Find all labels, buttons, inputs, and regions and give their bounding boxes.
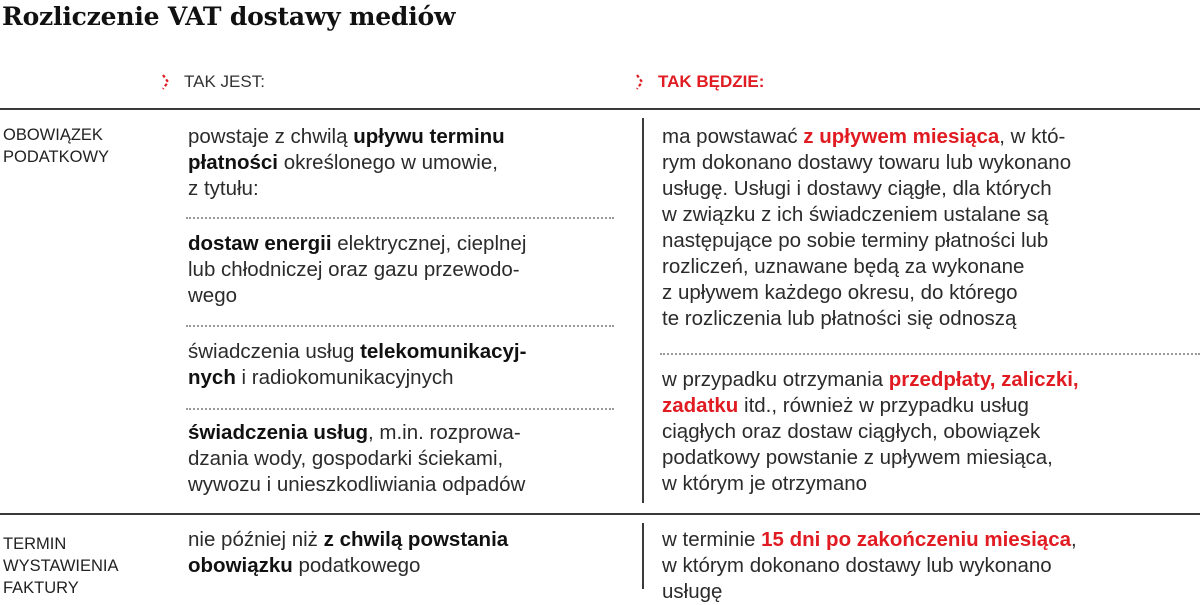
text-line: [662, 306, 1071, 332]
dotted-separator: [186, 217, 614, 219]
text-segment: określonego w umowie,: [278, 151, 498, 174]
column-header-current: [160, 72, 265, 92]
cell-future: [662, 367, 1079, 497]
text-segment: ma powstawać: [662, 125, 804, 148]
text-segment: w którym je otrzymano: [662, 472, 868, 495]
text-line: [662, 176, 1071, 202]
column-header-future: [634, 72, 764, 92]
highlight-text: z upływem miesiąca: [803, 125, 1000, 148]
column-divider: [642, 118, 644, 503]
text-line: [662, 419, 1079, 445]
text-line: [662, 445, 1079, 471]
text-segment: powstaje z chwilą: [188, 125, 354, 148]
text-line: [188, 176, 505, 202]
bold-text: płatności: [188, 151, 278, 174]
highlight-text: przedpłaty, zaliczki,: [888, 368, 1079, 391]
bold-text: upływu terminu: [353, 125, 505, 148]
text-line: [188, 365, 526, 391]
text-line: [662, 553, 1077, 579]
cell-future: [662, 124, 1071, 332]
text-segment: te rozliczenia lub płatności się odnoszą: [662, 307, 1017, 330]
row-divider: [0, 513, 1200, 515]
highlight-text: 15 dni po zakończeniu miesiąca: [761, 528, 1071, 551]
text-line: [662, 579, 1077, 605]
column-header-future-label: TAK BĘDZIE:: [658, 72, 765, 91]
text-segment: podatkowy powstanie z upływem miesiąca,: [662, 446, 1053, 469]
text-line: [662, 150, 1071, 176]
text-line: [662, 228, 1071, 254]
text-segment: dzania wody, gospodarki ściekami,: [188, 447, 504, 470]
text-line: [188, 553, 508, 579]
text-line: [662, 280, 1071, 306]
text-line: [188, 257, 526, 283]
highlight-text: zadatku: [662, 394, 739, 417]
table-top-rule: [0, 108, 1200, 110]
text-line: [188, 527, 508, 553]
text-segment: w którym dokonano dostawy lub wykonano: [662, 554, 1052, 577]
bold-text: dostaw energii: [188, 232, 332, 255]
text-segment: usługę: [662, 580, 723, 603]
cell-current: [188, 124, 505, 202]
cell-current: [188, 339, 526, 391]
arrow-icon: [160, 73, 176, 91]
text-segment: świadczenia usług: [188, 340, 361, 363]
cell-current: [188, 527, 508, 579]
text-line: [188, 446, 525, 472]
bold-text: obowiązku: [188, 554, 293, 577]
row-label-line: PODATKOWY: [3, 148, 110, 166]
cell-current: [188, 420, 525, 498]
row-label-line: TERMIN: [3, 535, 67, 553]
row-label-line: OBOWIĄZEK: [3, 126, 103, 144]
dotted-separator: [660, 353, 1200, 355]
bold-text: nych: [188, 366, 236, 389]
row-label-obowiazek: [3, 124, 163, 168]
page-title: Rozliczenie VAT dostawy mediów: [2, 2, 456, 31]
column-divider: [642, 523, 644, 589]
text-segment: w związku z ich świadczeniem ustalane są: [662, 203, 1049, 226]
text-segment: podatkowego: [292, 554, 421, 577]
text-segment: z tytułu:: [188, 177, 259, 200]
text-line: [662, 254, 1071, 280]
text-segment: z upływem każdego okresu, do którego: [662, 281, 1018, 304]
bold-text: z chwilą powstania: [323, 528, 509, 551]
bold-text: świadczenia usług: [188, 421, 368, 444]
text-segment: w przypadku otrzymania: [662, 368, 889, 391]
text-segment: , w któ-: [999, 125, 1066, 148]
row-label-line: FAKTURY: [3, 579, 79, 597]
text-line: [662, 202, 1071, 228]
text-segment: , m.in. rozprowa-: [368, 421, 521, 444]
text-line: [188, 339, 526, 365]
text-line: [188, 420, 525, 446]
text-segment: lub chłodniczej oraz gazu przewodo-: [188, 258, 520, 281]
text-segment: itd., również w przypadku usług: [738, 394, 1029, 417]
bold-text: telekomunikacyj-: [360, 340, 527, 363]
text-line: [662, 367, 1079, 393]
text-segment: usługę. Usługi i dostawy ciągłe, dla których: [662, 177, 1052, 200]
column-header-current-label: TAK JEST:: [184, 72, 265, 91]
text-line: [662, 527, 1077, 553]
row-label-line: WYSTAWIENIA: [3, 557, 119, 575]
text-segment: w terminie: [662, 528, 762, 551]
text-segment: ciągłych oraz dostaw ciągłych, obowiązek: [662, 420, 1041, 443]
text-segment: i radiokomunikacyjnych: [235, 366, 454, 389]
cell-future: [662, 527, 1077, 605]
dotted-separator: [186, 325, 614, 327]
text-segment: wego: [188, 284, 238, 307]
text-line: [662, 124, 1071, 150]
text-line: [188, 472, 525, 498]
text-line: [662, 471, 1079, 497]
text-segment: rozliczeń, uznawane będą za wykonane: [662, 255, 1025, 278]
text-line: [662, 393, 1079, 419]
row-label-termin: [3, 533, 163, 599]
text-segment: ,: [1071, 528, 1077, 551]
text-segment: wywozu i unieszkodliwiania odpadów: [188, 473, 526, 496]
text-segment: następujące po sobie terminy płatności lub: [662, 229, 1049, 252]
arrow-icon: [634, 73, 650, 91]
text-line: [188, 124, 505, 150]
text-segment: rym dokonano dostawy towaru lub wykonano: [662, 151, 1072, 174]
cell-current: [188, 231, 526, 309]
dotted-separator: [186, 408, 614, 410]
text-line: [188, 150, 505, 176]
text-segment: nie później niż: [188, 528, 324, 551]
text-line: [188, 231, 526, 257]
text-segment: elektrycznej, cieplnej: [331, 232, 527, 255]
text-line: [188, 283, 526, 309]
